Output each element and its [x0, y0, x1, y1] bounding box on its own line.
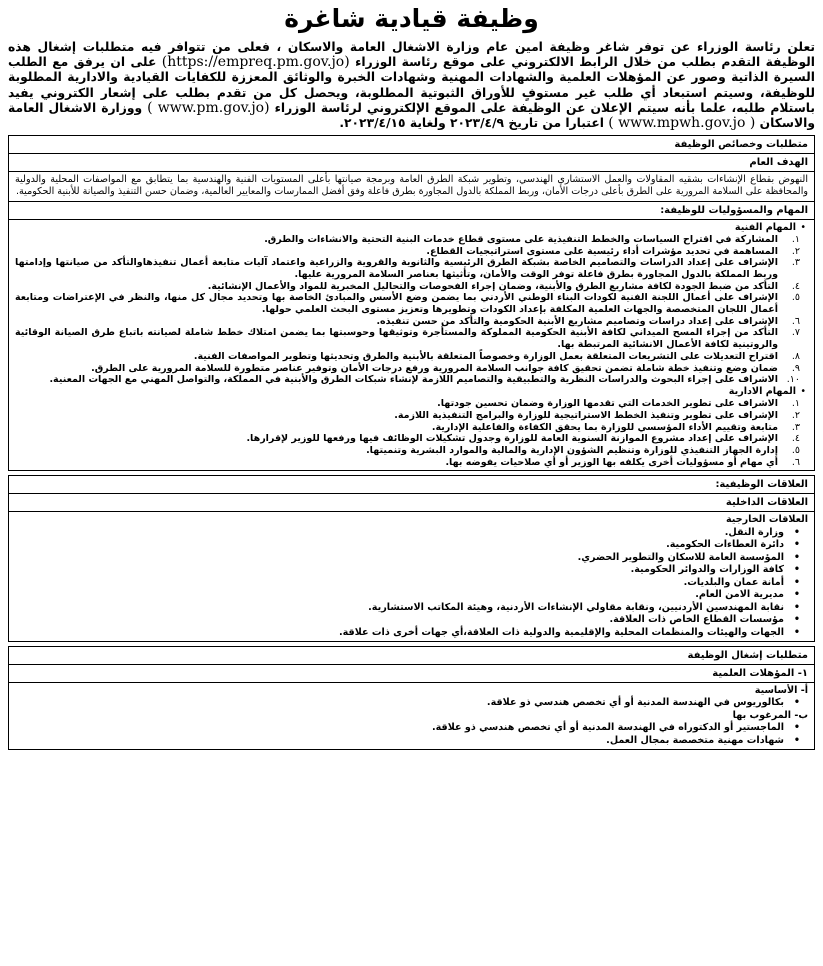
technical-duties-title: • المهام الفنية	[734, 221, 796, 233]
technical-duty-item	[15, 316, 808, 328]
preferred-qualifications-list	[15, 722, 808, 747]
duties-title: المهام والمسؤوليات للوظيفة:	[9, 201, 814, 219]
list-number: ١.	[791, 233, 800, 245]
basic-qualifications-title: أ- الأساسية	[754, 685, 808, 697]
external-relation-item: • نقابة المهندسين الأردنيين، ونقابة مقاولي الإنشاءات الأردنية، وهيئة المكاتب الاستشارية.	[15, 602, 808, 615]
external-relation-item: • الجهات والهيئات والمنظمات المحلية والإقليمية والدولية ذات العلاقة،أي جهات أخرى ذات علاقة.	[15, 627, 808, 640]
intro-text-1: تعلن رئاسة الوزراء عن توفر شاغر وظيفة امين عام وزارة الاشغال العامة والاسكان ، فعلى من تتوافر فيه متطلبات إشغال هذه الوظيفة التقدم بطلب من خلال الرابط الالكتروني على موقع رئاسة الوزراء	[8, 40, 816, 70]
list-number: ١٠.	[786, 374, 800, 386]
list-text: ضمان وضع وتنفيذ خطة شاملة تضمن تحقيق كافة جوانب السلامة المرورية ورفع درجات الأمان وتوفير عناصر متطورة للسلامة المرورية على الطرق.	[91, 362, 778, 374]
admin-duty-item	[15, 457, 808, 469]
external-relations-list	[15, 527, 808, 640]
job-relations-box	[8, 475, 815, 642]
basic-qualifications-list	[15, 697, 808, 710]
list-number: ٢.	[791, 409, 800, 421]
list-number: ٥.	[791, 444, 800, 456]
list-text: إدارة الجهاز التنفيذي للوزارة وتنظيم الشؤون الإدارية والمالية والموارد البشرية وتنميتها.	[366, 444, 778, 456]
technical-duty-item	[15, 327, 808, 350]
technical-duty-item	[15, 374, 808, 386]
job-requirements-box	[8, 646, 815, 750]
intro-text-2: على ان يرفق مع الطلب السيرة الذاتية وصور عن المؤهلات العلمية والشهادات المهنية وشهادات الخبرة والوثائق المعززة للكفايات القيادية والادارية المطلوبة للوظيفة، وسيتم استبعاد أي طلب غير مستوفٍ للأوراق الثبوتية المطلوبة، ويحصل كل من تقدم بطلب على إشعار الكتروني يفيد باستلام طلبه، علما بأنه سيتم الإعلان عن الوظيفة على الموقع الإلكتروني لرئاسة الوزراء	[8, 55, 816, 115]
technical-duty-item	[15, 234, 808, 246]
intro-text-3: ووزارة الاشغال العامة والاسكان	[8, 100, 815, 131]
qualifications-section	[9, 682, 814, 749]
preferred-qualifications-title: ب- المرغوب بها	[732, 709, 808, 721]
list-text: المساهمة في تحديد مؤشرات أداء رئيسية على مستوى استراتيجيات القطاع.	[426, 245, 778, 257]
list-number: ٤.	[791, 433, 800, 445]
list-text: الإشراف على إعداد مشروع الموازنة السنوية العامة للوزارة وجدول تشكيلات الوظائف فيها ورفعها للوزير لإقرارها.	[246, 433, 778, 445]
list-text: الاشراف على تطوير الخدمات التي تقدمها الوزارة وضمان تحسين جودتها.	[437, 398, 778, 410]
internal-relations-title: العلاقات الداخلية	[9, 493, 814, 511]
external-relation-item: • مديرية الامن العام.	[15, 589, 808, 602]
external-relation-item: • أمانة عمان والبلديات.	[15, 577, 808, 590]
admin-duties-list	[15, 398, 808, 468]
list-number: ٦.	[791, 456, 800, 468]
technical-duties-list	[15, 234, 808, 386]
qualifications-title: ١- المؤهلات العلمية	[9, 664, 814, 682]
intro-url-1[interactable]: (https://empreq.pm.gov.jo)	[161, 54, 350, 71]
list-text: التأكد من إجراء المسح الميداني لكافة الأبنية الحكومية المملوكة والمستأجرة وتوثيقها وحوسبتها بما يضمن امتلاك خطط شاملة لصيانته باتباع طرق الصيانة الوقائية والروتينية لكافة الأعمال الانشائية المرتبطة بها.	[15, 327, 778, 351]
list-number: ٣.	[791, 421, 800, 433]
requirements-header: متطلبات إشغال الوظيفة	[687, 650, 808, 662]
preferred-qualification-item: • شهادات مهنية متخصصة بمجال العمل.	[15, 735, 808, 748]
preferred-qualification-item: • الماجستير أو الدكتوراه في الهندسة المدنية أو أي تخصص هندسي ذو علاقة.	[15, 722, 808, 735]
admin-duty-item	[15, 433, 808, 445]
admin-duty-item	[15, 422, 808, 434]
list-number: ٣.	[791, 257, 800, 269]
intro-paragraph	[8, 40, 815, 131]
technical-duty-item	[15, 257, 808, 280]
list-number: ٩.	[791, 362, 800, 374]
admin-duties-group	[15, 386, 808, 398]
technical-duties-group	[15, 222, 808, 234]
goal-text: النهوض بقطاع الإنشاءات بشقيه المقاولات والعمل الاستشاري الهندسي، وتطوير شبكة الطرق العامة وبرمجة صيانتها بأعلى المستويات الفنية والهندسية بما يتطابق مع المواصفات المحلية والدولية والمحافظة على السلامة المرورية على الطرق بأعلى درجات الأمان، وربط المملكة بالدول المجاورة بطرق فاعلة وفق أفضل الممارسات والمعايير العالمية، وضمان حسن التنفيذ والصيانة للأبنية الحكومية.	[9, 171, 814, 200]
technical-duty-item	[15, 363, 808, 375]
page-title: وظيفة قيادية شاغرة	[284, 4, 539, 33]
list-number: ٨.	[791, 350, 800, 362]
relations-header: العلاقات الوظيفية:	[715, 479, 808, 491]
list-text: الإشراف على أعمال اللجنة الفنية لكودات البناء الوطني الأردني بما يضمن وضع الأسس والمبادئ الخاصة بها وتحديد مجال كل منها، والنظر في الإعتراضات ومتابعة أعمال اللجان المتخصصة والجهات العلمية المكلفة بإعداد الكودات وتطويرها وتعزيز مستوى البحث العلمي حولها.	[15, 292, 778, 316]
list-number: ٥.	[791, 292, 800, 304]
job-characteristics-box	[8, 135, 815, 471]
external-relation-item: • وزارة النقل.	[15, 527, 808, 540]
list-text: التأكد من ضبط الجودة لكافة مشاريع الطرق والأبنية، وضمان إجراء الفحوصات والتحاليل المخبرية للمواد والأعمال الإنشائية.	[207, 280, 778, 292]
basic-qualification-item: • بكالوريوس في الهندسة المدنية أو أي تخصص هندسي ذو علاقة.	[15, 697, 808, 710]
characteristics-header: متطلبات وخصائص الوظيفة	[674, 139, 808, 151]
external-relations-title: العلاقات الخارجية	[725, 514, 808, 526]
duties-groups	[15, 222, 808, 234]
list-text: الإشراف على تطوير وتنفيذ الخطط الاستراتيجية للوزارة والبرامج التنفيذية اللازمة.	[394, 409, 778, 421]
external-relation-item: • دائرة العطاءات الحكومية.	[15, 539, 808, 552]
list-text: الإشراف على إعداد دراسات وتصاميم مشاريع الأبنية الحكومية والتأكد من حسن تنفيذه.	[376, 315, 778, 327]
list-number: ٦.	[791, 315, 800, 327]
admin-duties-title: • المهام الادارية	[728, 385, 796, 397]
list-text: أي مهام أو مسؤوليات أخرى يكلفه بها الوزير أو أي صلاحيات يفوضه بها.	[445, 456, 778, 468]
goal-title: الهدف العام	[9, 153, 814, 171]
technical-duty-item	[15, 351, 808, 363]
list-text: المشاركة في اقتراح السياسات والخطط التنفيذية على مستوى قطاع خدمات البنية التحتية والانشاءات والطرق.	[264, 233, 778, 245]
duties-section	[9, 219, 814, 471]
list-number: ١.	[791, 398, 800, 410]
external-relation-item: • كافة الوزارات والدوائر الحكومية.	[15, 564, 808, 577]
intro-url-3[interactable]: ( www.mpwh.gov.jo )	[608, 115, 756, 132]
list-text: الإشراف على إعداد الدراسات والتصاميم الخاصة بشبكة الطرق الرئيسية والثانوية والقروية والزراعية واعتماد آليات متابعة أعمال تنفيذهاوالتأكد من صيانتها وإدامتها وربط المملكة بالدول المجاورة بطرق فاعلة توفر الوقت والأمان، وتأثيثها بعناصر السلامة المرورية عليها.	[15, 257, 778, 280]
external-relations-section	[9, 511, 814, 641]
external-relation-item: • مؤسسات القطاع الخاص ذات العلاقة.	[15, 614, 808, 627]
technical-duty-item	[15, 281, 808, 293]
admin-duty-item	[15, 445, 808, 457]
list-text: اقتراح التعديلات على التشريعات المتعلقة بعمل الوزارة وخصوصاً المتعلقة بالأبنية والطرق وتحديثها وتطوير المواصفات الفنية.	[193, 350, 778, 362]
admin-duties-item	[15, 386, 808, 398]
intro-url-2[interactable]: ( www.pm.gov.jo)	[147, 99, 270, 116]
external-relation-item: • المؤسسة العامة للاسكان والتطوير الحضري.	[15, 552, 808, 565]
technical-duty-item	[15, 292, 808, 315]
admin-duty-item	[15, 410, 808, 422]
admin-duty-item	[15, 398, 808, 410]
list-number: ٢.	[791, 245, 800, 257]
list-text: الاشراف على إجراء البحوث والدراسات النظرية والتطبيقية والتصاميم اللازمة لإنشاء شبكات الطرق والأبنية في المملكة، والتواصل المهني مع الجهات المعنية.	[49, 374, 778, 386]
list-text: متابعة وتقييم الأداء المؤسسي للوزارة بما يحقق الكفاءة والفاعلية الإدارية.	[431, 421, 778, 433]
technical-duty-item	[15, 246, 808, 258]
list-number: ٧.	[791, 327, 800, 339]
list-number: ٤.	[791, 280, 800, 292]
intro-text-4: اعتبارا من تاريخ ٢٠٢٣/٤/٩ ولغاية ٢٠٢٣/٤/١٥.	[339, 116, 604, 131]
